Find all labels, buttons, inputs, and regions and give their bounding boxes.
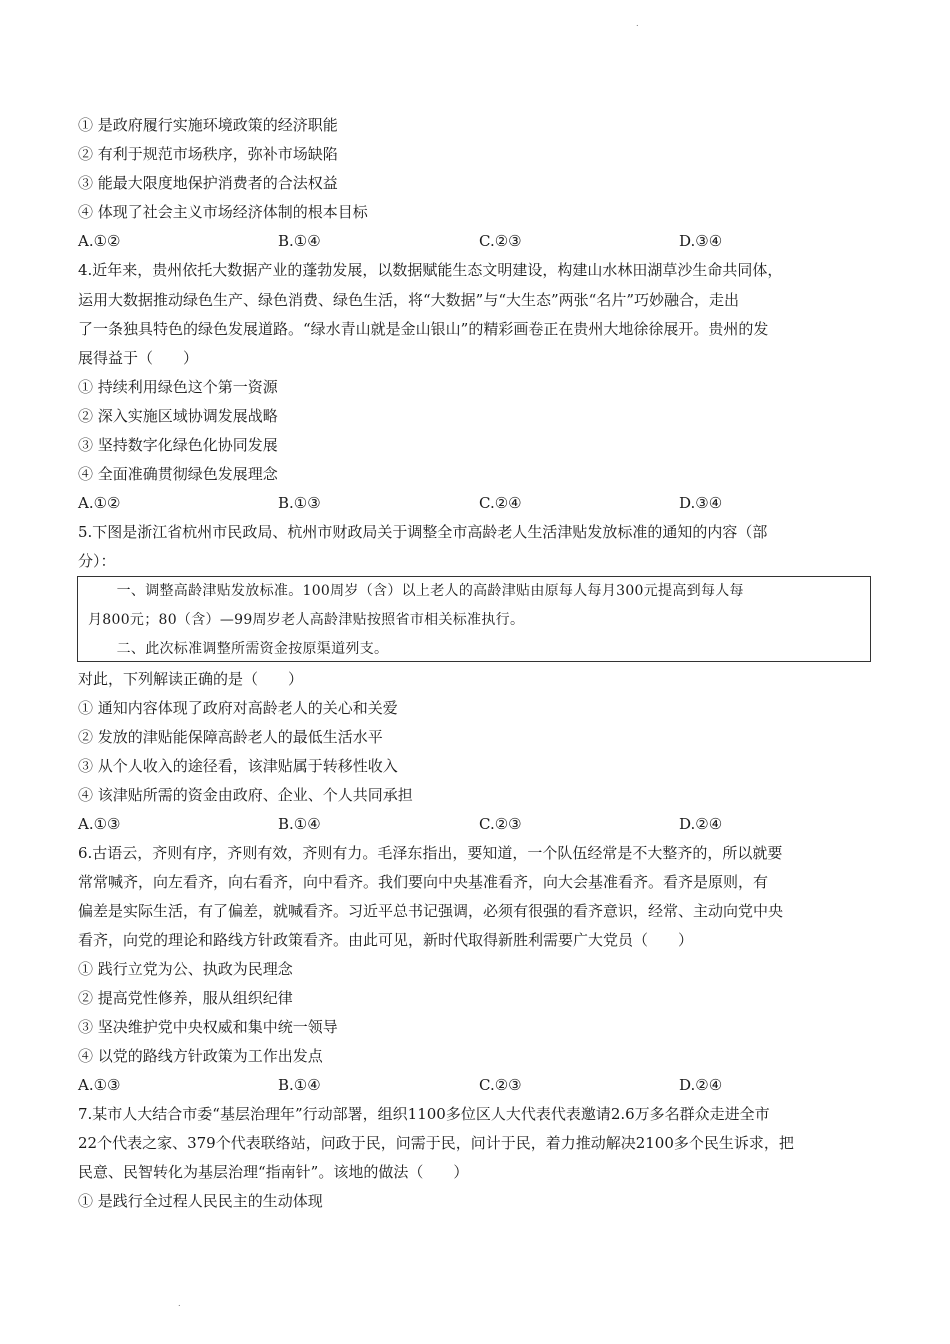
q4-options [78, 493, 878, 513]
q6-stem-line: 6.古语云，齐则有序，齐则有效，齐则有力。毛泽东指出，要知道，一个队伍经常是不大整齐的，所以就要 [78, 844, 783, 862]
q4-stem-line: 了一条独具特色的绿色发展道路。“绿水青山就是金山银山”的精彩画卷正在贵州大地徐徐展开。贵州的发 [78, 320, 769, 338]
scan-dot-bottom: . [178, 1299, 181, 1308]
notice-excerpt-box [77, 576, 871, 662]
scan-dot-top: . [636, 19, 639, 28]
q3-options [78, 231, 878, 251]
q4-stem-line: 4.近年来，贵州依托大数据产业的蓬勃发展，以数据赋能生态文明建设，构建山水林田湖草沙生命共同体， [78, 261, 783, 279]
q3-item: ③ 能最大限度地保护消费者的合法权益 [78, 174, 338, 192]
option-b: B.①④ [278, 232, 321, 250]
q6-options [78, 1075, 878, 1095]
option-c: C.②③ [479, 1076, 522, 1094]
q3-item: ④ 体现了社会主义市场经济体制的根本目标 [78, 203, 368, 221]
option-a: A.①② [78, 494, 121, 512]
option-b: B.①④ [278, 815, 321, 833]
q4-stem-line: 运用大数据推动绿色生产、绿色消费、绿色生活，将“大数据”与“大生态”两张“名片”巧妙融合，走出 [78, 291, 740, 309]
q6-item: ① 践行立党为公、执政为民理念 [78, 960, 293, 978]
option-d: D.③④ [679, 494, 723, 512]
q6-item: ④ 以党的路线方针政策为工作出发点 [78, 1047, 323, 1065]
notice-line: 二、此次标准调整所需资金按原渠道列支。 [88, 641, 389, 657]
q6-stem-line: 偏差是实际生活，有了偏差，就喊看齐。习近平总书记强调，必须有很强的看齐意识，经常、主动向党中央 [78, 902, 784, 920]
q4-item: ③ 坚持数字化绿色化协同发展 [78, 436, 278, 454]
option-a: A.①③ [78, 1076, 121, 1094]
q6-stem-line: 看齐，向党的理论和路线方针政策看齐。由此可见，新时代取得新胜利需要广大党员（ ） [78, 931, 694, 949]
option-b: B.①③ [278, 494, 321, 512]
q5-stem-line: 5.下图是浙江省杭州市民政局、杭州市财政局关于调整全市高龄老人生活津贴发放标准的通知的内容（部 [78, 523, 768, 541]
q5-stem-line: 分）： [78, 552, 116, 570]
q4-stem-line: 展得益于（ ） [78, 349, 199, 367]
option-d: D.③④ [679, 232, 723, 250]
q4-item: ④ 全面准确贯彻绿色发展理念 [78, 465, 278, 483]
q5-item: ③ 从个人收入的途径看，该津贴属于转移性收入 [78, 757, 398, 775]
q7-stem-line: 民意、民智转化为基层治理“指南针”。该地的做法（ ） [78, 1163, 469, 1181]
q7-stem-line: 7.某市人大结合市委“基层治理年”行动部署，组织1100多位区人大代表代表邀请2.6万多名群众走进全市 [78, 1105, 770, 1123]
q5-question: 对此，下列解读正确的是（ ） [78, 670, 304, 688]
option-c: C.②③ [479, 815, 522, 833]
q6-item: ③ 坚决维护党中央权威和集中统一领导 [78, 1018, 338, 1036]
q5-item: ① 通知内容体现了政府对高龄老人的关心和关爱 [78, 699, 398, 717]
q3-item: ② 有利于规范市场秩序，弥补市场缺陷 [78, 145, 338, 163]
q5-item: ④ 该津贴所需的资金由政府、企业、个人共同承担 [78, 786, 413, 804]
option-d: D.②④ [679, 1076, 723, 1094]
q7-stem-line: 22个代表之家、379个代表联络站，问政于民，问需于民，问计于民，着力推动解决2100多个民生诉求，把 [78, 1134, 794, 1152]
q5-options [78, 814, 878, 834]
q4-item: ① 持续利用绿色这个第一资源 [78, 378, 278, 396]
q5-item: ② 发放的津贴能保障高龄老人的最低生活水平 [78, 728, 383, 746]
notice-line: 一、调整高龄津贴发放标准。100周岁（含）以上老人的高龄津贴由原每人每月300元提高到每人每 [88, 583, 744, 599]
q7-item: ① 是践行全过程人民民主的生动体现 [78, 1192, 323, 1210]
q3-item: ① 是政府履行实施环境政策的经济职能 [78, 116, 338, 134]
option-a: A.①③ [78, 815, 121, 833]
q4-item: ② 深入实施区域协调发展战略 [78, 407, 278, 425]
q6-item: ② 提高党性修养，服从组织纪律 [78, 989, 293, 1007]
option-c: C.②④ [479, 494, 522, 512]
option-c: C.②③ [479, 232, 522, 250]
notice-line: 月800元；80（含）—99周岁老人高龄津贴按照省市相关标准执行。 [88, 612, 525, 628]
option-d: D.②④ [679, 815, 723, 833]
q6-stem-line: 常常喊齐，向左看齐，向右看齐，向中看齐。我们要向中央基准看齐，向大会基准看齐。看齐是原则，有 [78, 873, 769, 891]
option-b: B.①④ [278, 1076, 321, 1094]
option-a: A.①② [78, 232, 121, 250]
